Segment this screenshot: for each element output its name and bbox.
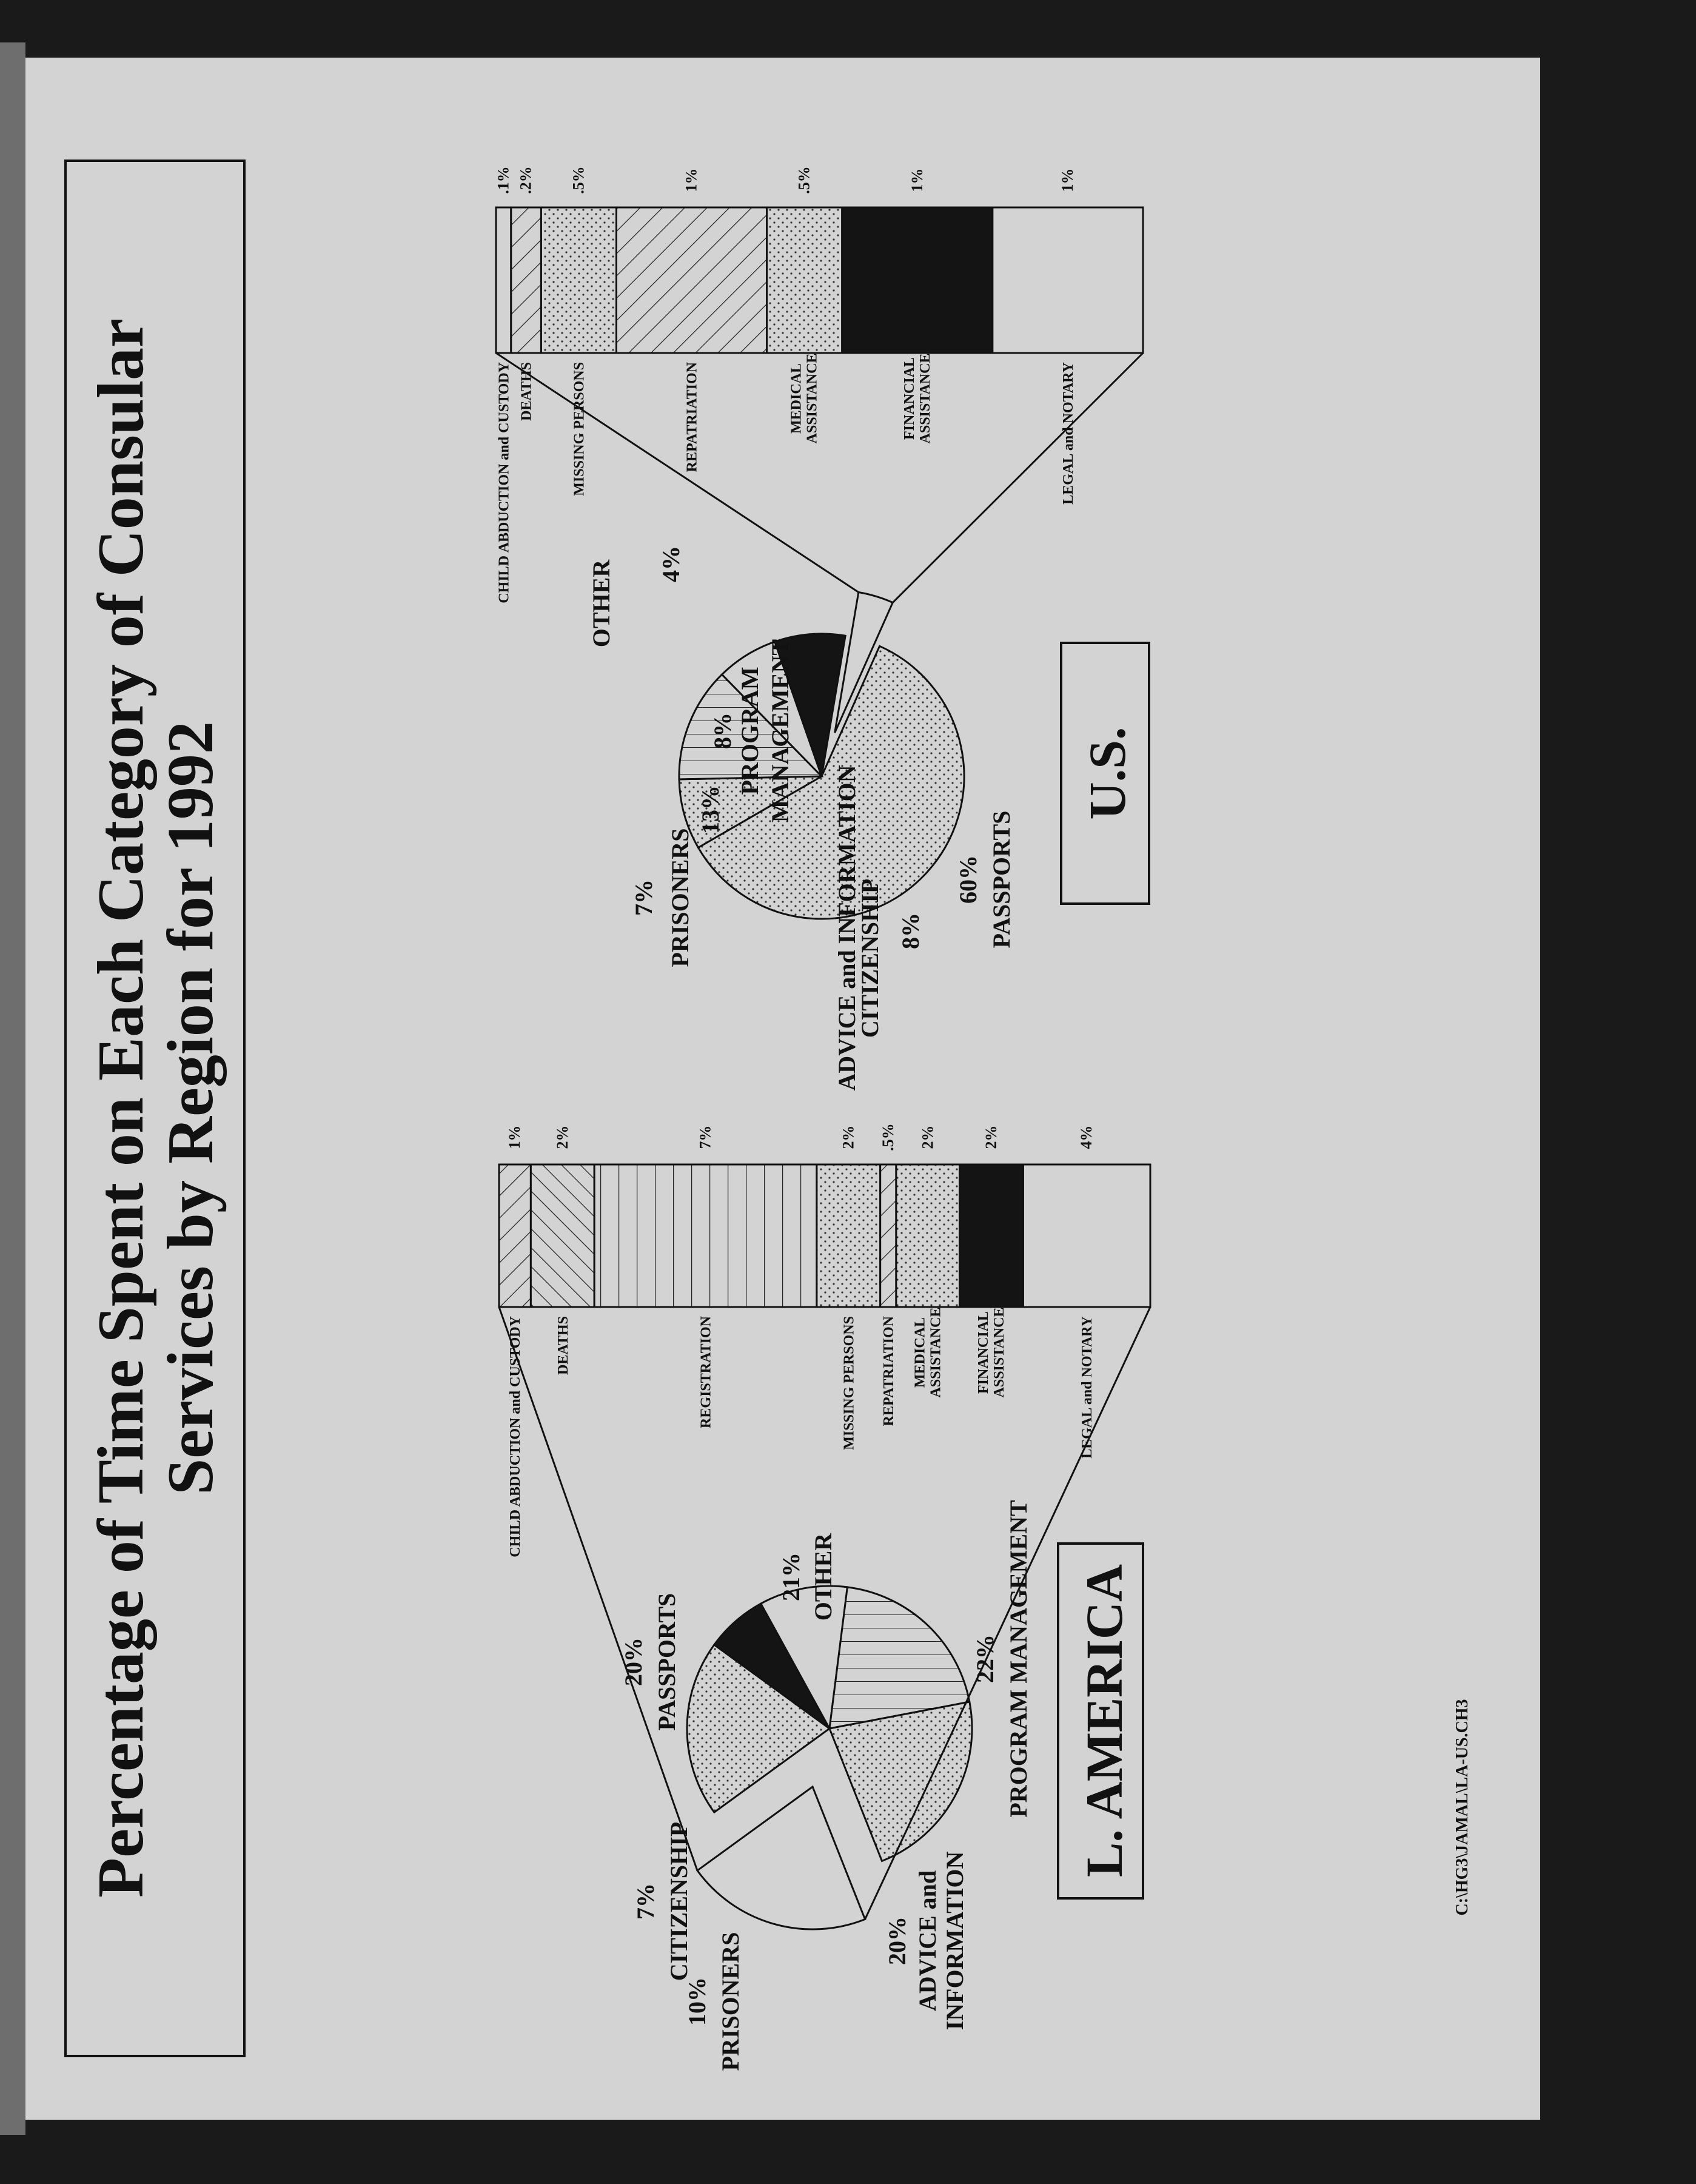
us-breakdown-label-financial-assistance: FINANCIAL <box>901 357 917 440</box>
us-slice-label-citizenship: CITIZENSHIP <box>856 878 883 1038</box>
us-breakdown-value-legal-and-notary: 1% <box>1058 168 1076 192</box>
la-slice-label-prisoners: PRISONERS <box>717 1932 744 2071</box>
la-slice-value-other: 21% <box>777 1553 805 1601</box>
la-slice-label-program-management: PROGRAM MANAGEMENT <box>1005 1500 1032 1818</box>
chart-title-line2: Services by Region for 1992 <box>155 721 227 1495</box>
us-breakdown-bar-missing-persons <box>541 207 616 353</box>
la-slice-value-advice-and-information: 20% <box>883 1917 911 1965</box>
us-breakdown-bar-medical-assistance <box>767 207 842 353</box>
la-breakdown-bar-financial-assistance <box>960 1164 1024 1307</box>
us-slice-label-program-management: MANAGEMENT <box>766 639 794 823</box>
la-slice-value-citizenship: 7% <box>632 1883 659 1920</box>
us-slice-value-passports: 60% <box>954 855 982 904</box>
la-pie-slice-other <box>697 1787 865 1929</box>
us-breakdown-bar-child-abduction-and-custody <box>496 207 511 353</box>
la-breakdown-bar-child-abduction-and-custody <box>499 1164 531 1307</box>
us-slice-label-prisoners: PRISONERS <box>666 828 694 967</box>
la-breakdown-value-legal-and-notary: 4% <box>1078 1125 1096 1149</box>
us-breakdown-value-child-abduction-and-custody: .1% <box>494 166 512 194</box>
us-breakdown-bar-repatriation <box>617 207 767 353</box>
la-breakdown-bar-legal-and-notary <box>1023 1164 1150 1307</box>
us-slice-value-other: 4% <box>657 546 685 582</box>
us-slice-value-program-management: 8% <box>709 713 736 749</box>
us-slice-value-advice-and-information: 13% <box>697 785 724 834</box>
la-slice-value-program-management: 22% <box>971 1635 999 1683</box>
la-connector-line-top <box>499 1307 697 1870</box>
la-breakdown-label-registration: REGISTRATION <box>698 1316 714 1428</box>
us-breakdown-bar-legal-and-notary <box>993 207 1143 353</box>
us-breakdown-bar-financial-assistance <box>842 207 993 353</box>
la-breakdown-label-medical-assistance-2: ASSISTANCE <box>928 1307 944 1398</box>
us-chart-group <box>494 166 1143 1090</box>
la-breakdown-label-missing-persons: MISSING PERSONS <box>841 1316 857 1450</box>
us-breakdown-value-deaths: .2% <box>517 166 535 194</box>
footer-filepath: C:\HG3\JAMAL\LA-US.CH3 <box>1453 1699 1472 1916</box>
us-breakdown-label-legal-and-notary: LEGAL and NOTARY <box>1060 362 1076 505</box>
us-breakdown-bar-deaths <box>511 207 541 353</box>
la-breakdown-bar-missing-persons <box>817 1164 880 1307</box>
la-slice-value-prisoners: 10% <box>683 1977 711 2026</box>
la-pie-slice-program-management <box>830 1702 972 1861</box>
chart-title-line1: Percentage of Time Spent on Each Category of Consular <box>85 318 157 1898</box>
us-slice-value-citizenship: 8% <box>897 913 924 949</box>
la-breakdown-bar-repatriation <box>880 1164 896 1307</box>
la-breakdown-bar-registration <box>594 1164 817 1307</box>
us-breakdown-label-financial-assistance-2: ASSISTANCE <box>917 353 933 444</box>
la-slice-label-citizenship: CITIZENSHIP <box>665 1821 692 1981</box>
us-region-label: U.S. <box>1078 727 1136 820</box>
us-breakdown-value-repatriation: 1% <box>682 168 700 192</box>
la-breakdown-value-financial-assistance: 2% <box>982 1125 1001 1149</box>
la-slice-value-passports: 20% <box>620 1638 647 1686</box>
la-breakdown-label-child-abduction-and-custody: CHILD ABDUCTION and CUSTODY <box>508 1316 524 1557</box>
us-slice-label-passports: PASSPORTS <box>988 810 1015 949</box>
la-breakdown-label-legal-and-notary: LEGAL and NOTARY <box>1079 1316 1096 1459</box>
la-breakdown-value-repatriation: .5% <box>879 1123 897 1151</box>
us-breakdown-label-child-abduction-and-custody: CHILD ABDUCTION and CUSTODY <box>496 362 512 603</box>
la-breakdown-label-deaths: DEATHS <box>555 1316 571 1375</box>
la-slice-label-advice-and-information: ADVICE and <box>914 1870 941 2012</box>
us-breakdown-label-repatriation: REPATRIATION <box>684 362 700 472</box>
us-breakdown-value-medical-assistance: .5% <box>795 166 813 194</box>
la-breakdown-bar-medical-assistance <box>896 1164 960 1307</box>
la-breakdown-label-repatriation: REPATRIATION <box>880 1316 897 1426</box>
us-slice-label-program-management: PROGRAM <box>736 667 763 795</box>
la-slice-label-other: OTHER <box>809 1533 837 1621</box>
la-breakdown-bar-deaths <box>531 1164 594 1307</box>
la-region-label: L. AMERICA <box>1075 1564 1133 1878</box>
us-slice-value-prisoners: 7% <box>630 879 657 916</box>
us-breakdown-label-missing-persons: MISSING PERSONS <box>571 362 588 496</box>
la-slice-label-advice-and-information: INFORMATION <box>941 1851 968 2031</box>
la-breakdown-value-medical-assistance: 2% <box>919 1125 937 1149</box>
la-breakdown-label-financial-assistance: FINANCIAL <box>976 1311 992 1394</box>
la-slice-label-passports: PASSPORTS <box>653 1593 680 1731</box>
la-chart-group <box>499 1123 1150 2071</box>
us-slice-label-other: OTHER <box>588 559 615 648</box>
us-breakdown-label-deaths: DEATHS <box>518 362 535 421</box>
us-slice-label-advice-and-information: ADVICE and INFORMATION <box>833 765 860 1091</box>
la-breakdown-value-child-abduction-and-custody: 1% <box>506 1125 524 1149</box>
us-breakdown-value-missing-persons: .5% <box>569 166 588 194</box>
us-breakdown-label-medical-assistance-2: ASSISTANCE <box>804 353 820 444</box>
us-breakdown-value-financial-assistance: 1% <box>908 168 926 192</box>
us-breakdown-label-medical-assistance: MEDICAL <box>788 363 805 434</box>
la-breakdown-value-missing-persons: 2% <box>839 1125 857 1149</box>
la-breakdown-label-financial-assistance-2: ASSISTANCE <box>991 1307 1008 1398</box>
la-breakdown-label-medical-assistance: MEDICAL <box>912 1317 928 1388</box>
la-breakdown-value-deaths: 2% <box>553 1125 571 1149</box>
la-breakdown-value-registration: 7% <box>696 1125 714 1149</box>
